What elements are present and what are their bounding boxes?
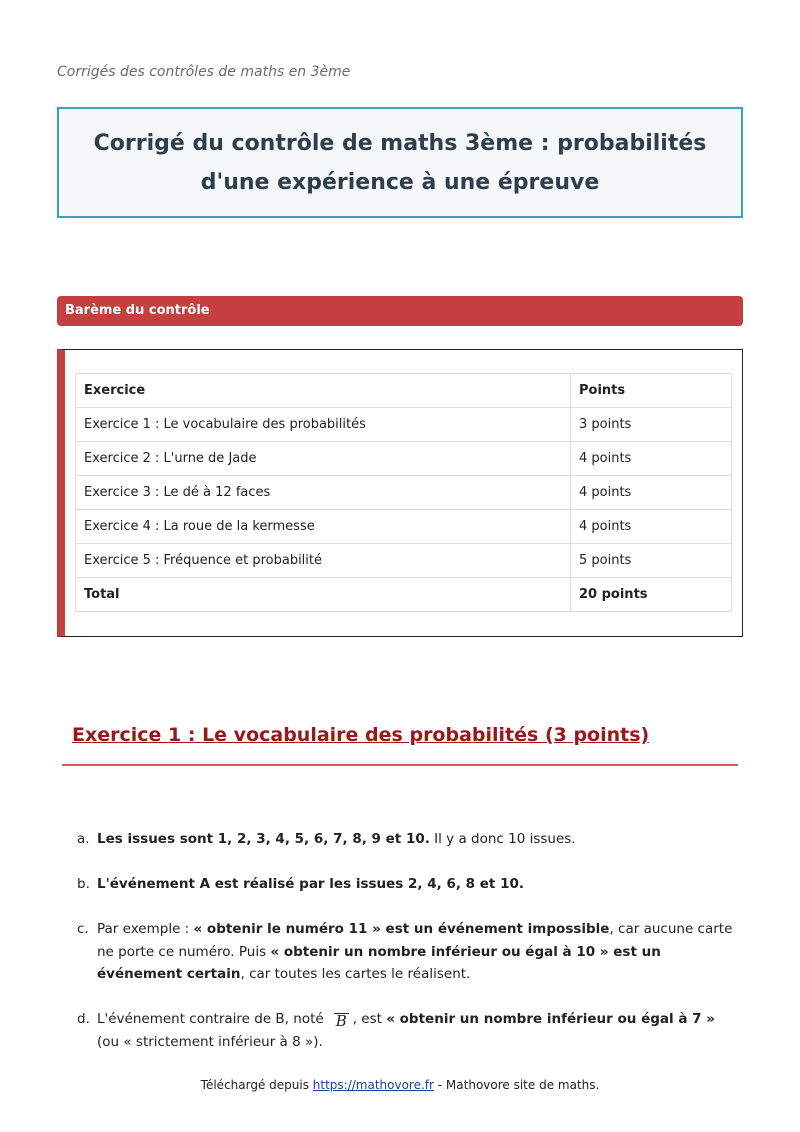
- column-header-points: Points: [571, 374, 732, 408]
- grading-scale-box: [57, 349, 743, 637]
- total-label-cell: Total: [76, 578, 571, 612]
- complement-b-symbol: B: [335, 1012, 347, 1030]
- answer-marker: c.: [77, 921, 89, 937]
- exercise-cell: Exercice 2 : L'urne de Jade: [76, 442, 571, 476]
- exercise-cell: Exercice 4 : La roue de la kermesse: [76, 510, 571, 544]
- table-row: [76, 442, 732, 476]
- table-row: [76, 476, 732, 510]
- answer-marker: d.: [77, 1011, 90, 1027]
- column-header-exercise: Exercice: [76, 374, 571, 408]
- exercise-1-answers: [77, 828, 737, 1053]
- answer-text: Par exemple :: [97, 921, 194, 937]
- answer-bold-text: L'événement A est réalisé par les issues 2, 4, 6, 8 et 10.: [97, 876, 524, 892]
- table-row: [76, 408, 732, 442]
- points-cell: 4 points: [571, 510, 732, 544]
- table-total-row: [76, 578, 732, 612]
- page-title: [94, 124, 707, 202]
- answer-text: L'événement contraire de B, noté: [97, 1011, 324, 1027]
- answer-bold-text: « obtenir le numéro 11 » est un événement impossible: [193, 921, 610, 937]
- answer-text: Il y a donc 10 issues.: [429, 831, 576, 847]
- points-cell: 4 points: [571, 442, 732, 476]
- answer-bold-text: Les issues sont 1, 2, 3, 4, 5, 6, 7, 8, 9 et 10.: [97, 831, 430, 847]
- answer-bold-text: « obtenir un nombre inférieur ou égal à 10 » est un événement certain: [97, 943, 661, 982]
- answer-text: (ou « strictement inférieur à 8 »).: [97, 1033, 323, 1050]
- title-box: [57, 107, 743, 218]
- answer-d: [77, 1008, 737, 1053]
- table-row: [76, 544, 732, 578]
- page-title-line-2: d'une expérience à une épreuve: [200, 169, 600, 195]
- answer-text: , car aucune carte ne porte ce numéro. Puis: [97, 921, 733, 960]
- total-points-cell: 20 points: [571, 578, 732, 612]
- answer-bold-text: « obtenir un nombre inférieur ou égal à 7 »: [386, 1011, 715, 1027]
- grading-table: [75, 373, 732, 612]
- footer-link[interactable]: https://mathovore.fr: [312, 1078, 434, 1092]
- document-subtitle: Corrigés des contrôles de maths en 3ème: [57, 64, 351, 80]
- table-header-row: [76, 374, 732, 408]
- points-cell: 4 points: [571, 476, 732, 510]
- grading-scale-heading: Barème du contrôle: [57, 296, 743, 326]
- answer-text: , est: [352, 1011, 387, 1027]
- answer-b: [77, 873, 737, 896]
- answer-a: [77, 828, 737, 851]
- answer-marker: a.: [77, 831, 90, 847]
- exercise-cell: Exercice 5 : Fréquence et probabilité: [76, 544, 571, 578]
- footer: [0, 1078, 800, 1092]
- section-divider: [62, 764, 738, 766]
- footer-suffix: - Mathovore site de maths.: [433, 1078, 600, 1092]
- page-title-line-1: Corrigé du contrôle de maths 3ème : probabilités: [93, 130, 707, 156]
- points-cell: 3 points: [571, 408, 732, 442]
- answer-c: [77, 918, 737, 986]
- footer-prefix: Téléchargé depuis: [200, 1078, 313, 1092]
- exercise-cell: Exercice 1 : Le vocabulaire des probabilités: [76, 408, 571, 442]
- exercise-1-title: Exercice 1 : Le vocabulaire des probabilités (3 points): [72, 724, 650, 746]
- exercise-cell: Exercice 3 : Le dé à 12 faces: [76, 476, 571, 510]
- answer-text: , car toutes les cartes le réalisent.: [240, 966, 471, 982]
- points-cell: 5 points: [571, 544, 732, 578]
- table-row: [76, 510, 732, 544]
- answer-marker: b.: [77, 876, 90, 892]
